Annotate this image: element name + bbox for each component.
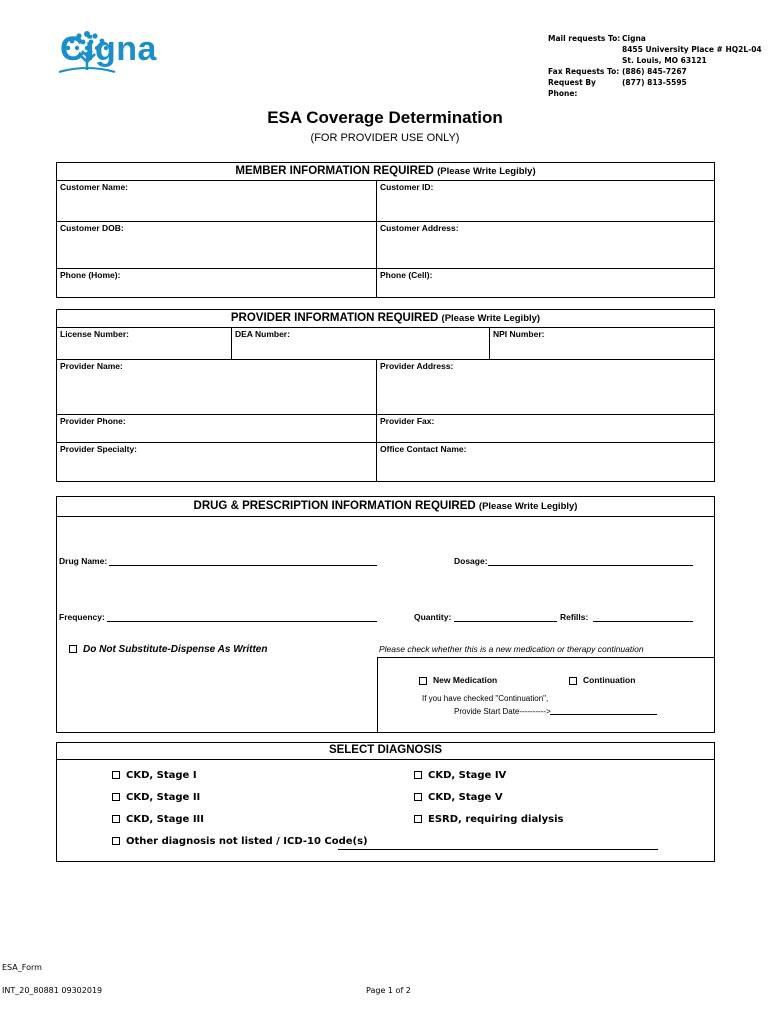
start-date-input[interactable] — [550, 714, 657, 715]
diagnosis-label: CKD, Stage III — [126, 814, 204, 825]
refills-label: Refills: — [560, 612, 589, 622]
customer-dob-label: Customer DOB: — [60, 223, 124, 233]
diagnosis-option[interactable] — [112, 814, 204, 825]
dea-number-label: DEA Number: — [235, 329, 290, 339]
diagnosis-label: CKD, Stage IV — [428, 770, 507, 781]
provider-header-title: PROVIDER INFORMATION REQUIRED — [230, 312, 439, 324]
diagnosis-label: CKD, Stage V — [428, 792, 503, 803]
diagnosis-checkbox[interactable] — [414, 771, 422, 779]
drug-name-input[interactable] — [109, 565, 377, 566]
mail-label — [548, 55, 622, 66]
provider-specialty-label: Provider Specialty: — [60, 444, 138, 454]
dnsub-checkbox[interactable] — [69, 645, 77, 653]
customer-dob-field[interactable] — [57, 221, 377, 269]
dosage-label: Dosage: — [454, 556, 488, 566]
office-contact-label: Office Contact Name: — [380, 444, 467, 454]
dnsub-label: Do Not Substitute-Dispense As Written — [83, 644, 268, 655]
diagnosis-label: ESRD, requiring dialysis — [428, 814, 564, 825]
provider-address-field[interactable] — [377, 359, 714, 415]
diagnosis-header: SELECT DIAGNOSIS — [57, 743, 714, 760]
page-subtitle: (FOR PROVIDER USE ONLY) — [310, 132, 460, 144]
mail-info-block — [548, 33, 762, 99]
cigna-wordmark: Cigna — [60, 30, 157, 68]
diagnosis-section — [56, 742, 715, 862]
diagnosis-option[interactable] — [414, 792, 503, 803]
diagnosis-checkbox[interactable] — [112, 815, 120, 823]
provider-section — [56, 309, 715, 482]
frequency-label: Frequency: — [59, 612, 105, 622]
provider-name-label: Provider Name: — [60, 361, 123, 371]
diagnosis-option[interactable] — [414, 814, 563, 825]
diagnosis-label: CKD, Stage I — [126, 770, 197, 781]
footer-form-code: INT_20_80881 09302019 — [2, 986, 103, 995]
diagnosis-option[interactable] — [414, 770, 506, 781]
customer-address-field[interactable] — [377, 221, 714, 269]
mail-value: (886) 845-7267 — [622, 67, 687, 76]
office-contact-field[interactable] — [377, 442, 714, 481]
footer-page-number: Page 1 of 2 — [366, 986, 411, 995]
member-header-title: MEMBER INFORMATION REQUIRED — [235, 165, 434, 177]
mail-label: Mail requests To: — [548, 34, 621, 43]
phone-cell-field[interactable] — [377, 268, 714, 297]
other-diagnosis-option[interactable] — [112, 836, 368, 847]
new-medication-checkbox[interactable] — [419, 677, 427, 685]
quantity-input[interactable] — [454, 621, 557, 622]
license-number-label: License Number: — [60, 329, 129, 339]
start-date-label: Provide Start Date----------> — [454, 707, 551, 716]
drug-divider-h — [377, 657, 714, 658]
if-checked-note: If you have checked "Continuation", — [422, 694, 549, 703]
provider-name-field[interactable] — [57, 359, 377, 415]
provider-address-label: Provider Address: — [380, 361, 454, 371]
new-medication-option[interactable] — [419, 675, 497, 685]
continuation-option[interactable] — [569, 675, 635, 685]
member-header-note: (Please Write Legibly) — [437, 166, 536, 177]
provider-phone-field[interactable] — [57, 414, 377, 443]
refills-input[interactable] — [593, 621, 693, 622]
other-diagnosis-checkbox[interactable] — [112, 837, 120, 845]
provider-header-note: (Please Write Legibly) — [441, 313, 541, 324]
provider-header — [57, 310, 714, 328]
customer-id-label: Customer ID: — [380, 182, 434, 192]
check-note: Please check whether this is a new medication or therapy continuation — [379, 644, 644, 654]
drug-divider-v — [377, 657, 378, 732]
customer-name-label: Customer Name: — [60, 182, 129, 192]
provider-specialty-field[interactable] — [57, 442, 377, 481]
member-header — [57, 163, 714, 181]
drug-header — [57, 497, 714, 517]
diagnosis-checkbox[interactable] — [112, 771, 120, 779]
diagnosis-label: CKD, Stage II — [126, 792, 201, 803]
mail-value: 8455 University Place # HQ2L-04 — [622, 45, 762, 54]
drug-header-title: DRUG & PRESCRIPTION INFORMATION REQUIRED — [193, 500, 476, 512]
drug-header-note: (Please Write Legibly) — [478, 501, 578, 512]
license-number-field[interactable] — [57, 327, 232, 360]
other-diagnosis-label: Other diagnosis not listed / ICD-10 Code(s) — [126, 836, 368, 847]
diagnosis-checkbox[interactable] — [112, 793, 120, 801]
diagnosis-checkbox[interactable] — [414, 793, 422, 801]
mail-label: Request By Phone: — [548, 78, 596, 98]
customer-id-field[interactable] — [377, 180, 714, 222]
new-medication-label: New Medication — [433, 675, 498, 685]
customer-name-field[interactable] — [57, 180, 377, 222]
quantity-label: Quantity: — [414, 612, 452, 622]
diagnosis-option[interactable] — [112, 770, 197, 781]
phone-home-label: Phone (Home): — [60, 270, 121, 280]
drug-name-label: Drug Name: — [59, 556, 108, 566]
page-title: ESA Coverage Determination — [267, 108, 503, 127]
provider-fax-field[interactable] — [377, 414, 714, 443]
mail-value: Cigna — [622, 34, 646, 43]
footer-form-name: ESA_Form — [2, 963, 42, 972]
dosage-input[interactable] — [488, 565, 693, 566]
provider-fax-label: Provider Fax: — [380, 416, 435, 426]
mail-value: (877) 813-5595 — [622, 78, 687, 87]
mail-label — [548, 44, 622, 55]
icd10-input[interactable] — [338, 849, 658, 850]
dnsub-checkbox-row[interactable] — [69, 644, 267, 655]
diagnosis-option[interactable] — [112, 792, 200, 803]
diagnosis-checkbox[interactable] — [414, 815, 422, 823]
dea-number-field[interactable] — [232, 327, 490, 360]
continuation-label: Continuation — [583, 675, 636, 685]
provider-phone-label: Provider Phone: — [60, 416, 126, 426]
mail-label: Fax Requests To: — [548, 67, 620, 76]
member-section — [56, 162, 715, 298]
frequency-input[interactable] — [107, 621, 377, 622]
npi-number-label: NPI Number: — [493, 329, 545, 339]
customer-address-label: Customer Address: — [380, 223, 459, 233]
npi-number-field[interactable] — [490, 327, 714, 360]
drug-section — [56, 496, 715, 733]
continuation-checkbox[interactable] — [569, 677, 577, 685]
phone-home-field[interactable] — [57, 268, 377, 297]
phone-cell-label: Phone (Cell): — [380, 270, 433, 280]
mail-value: St. Louis, MO 63121 — [622, 56, 707, 65]
